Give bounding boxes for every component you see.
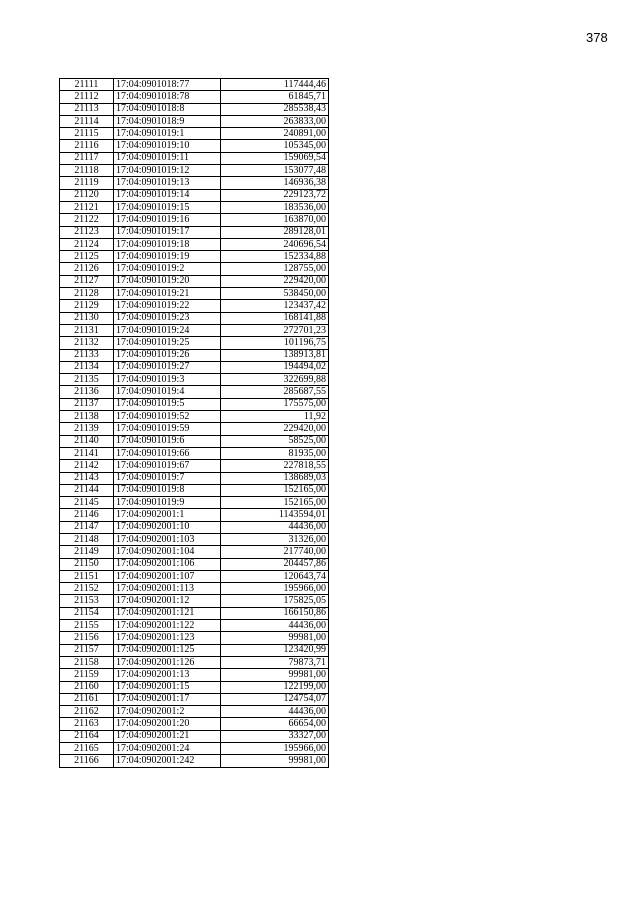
row-number-cell: 21119	[60, 177, 114, 189]
cadastral-number-cell: 17:04:0902001:21	[114, 730, 221, 742]
cadastral-value-cell: 175575,00	[221, 398, 329, 410]
row-number-cell: 21135	[60, 374, 114, 386]
table-row	[60, 509, 329, 521]
cadastral-value-cell: 105345,00	[221, 140, 329, 152]
cadastral-number-cell: 17:04:0901019:52	[114, 411, 221, 423]
table-row	[60, 79, 329, 91]
cadastral-number-cell: 17:04:0902001:13	[114, 669, 221, 681]
table-row	[60, 632, 329, 644]
cadastral-number-cell: 17:04:0902001:242	[114, 755, 221, 767]
row-number-cell: 21158	[60, 656, 114, 668]
row-number-cell: 21143	[60, 472, 114, 484]
cadastral-value-cell: 120643,74	[221, 570, 329, 582]
cadastral-value-cell: 123420,99	[221, 644, 329, 656]
cadastral-number-cell: 17:04:0902001:107	[114, 570, 221, 582]
cadastral-number-cell: 17:04:0902001:17	[114, 693, 221, 705]
table-row	[60, 103, 329, 115]
table-row	[60, 226, 329, 238]
table-row	[60, 398, 329, 410]
cadastral-number-cell: 17:04:0901019:26	[114, 349, 221, 361]
cadastral-number-cell: 17:04:0901019:18	[114, 238, 221, 250]
cadastral-number-cell: 17:04:0901019:19	[114, 251, 221, 263]
cadastral-number-cell: 17:04:0902001:2	[114, 706, 221, 718]
table-row	[60, 201, 329, 213]
table-row	[60, 152, 329, 164]
row-number-cell: 21117	[60, 152, 114, 164]
cadastral-number-cell: 17:04:0901019:21	[114, 288, 221, 300]
row-number-cell: 21124	[60, 238, 114, 250]
table-row	[60, 288, 329, 300]
cadastral-number-cell: 17:04:0901019:27	[114, 361, 221, 373]
table-row	[60, 300, 329, 312]
table-row	[60, 140, 329, 152]
row-number-cell: 21164	[60, 730, 114, 742]
cadastral-value-cell: 124754,07	[221, 693, 329, 705]
table-row	[60, 484, 329, 496]
cadastral-value-cell: 44436,00	[221, 620, 329, 632]
cadastral-value-cell: 195966,00	[221, 743, 329, 755]
table-row	[60, 128, 329, 140]
cadastral-number-cell: 17:04:0902001:103	[114, 533, 221, 545]
row-number-cell: 21138	[60, 411, 114, 423]
row-number-cell: 21150	[60, 558, 114, 570]
cadastral-value-cell: 217740,00	[221, 546, 329, 558]
row-number-cell: 21133	[60, 349, 114, 361]
cadastral-value-cell: 99981,00	[221, 632, 329, 644]
row-number-cell: 21151	[60, 570, 114, 582]
cadastral-number-cell: 17:04:0901019:25	[114, 337, 221, 349]
cadastral-number-cell: 17:04:0901019:6	[114, 435, 221, 447]
table-row	[60, 177, 329, 189]
cadastral-value-cell: 263833,00	[221, 115, 329, 127]
table-row	[60, 263, 329, 275]
row-number-cell: 21136	[60, 386, 114, 398]
cadastral-value-cell: 11,92	[221, 411, 329, 423]
cadastral-value-cell: 44436,00	[221, 706, 329, 718]
row-number-cell: 21118	[60, 165, 114, 177]
row-number-cell: 21114	[60, 115, 114, 127]
table-row	[60, 324, 329, 336]
cadastral-number-cell: 17:04:0901019:23	[114, 312, 221, 324]
cadastral-value-cell: 163870,00	[221, 214, 329, 226]
cadastral-number-cell: 17:04:0901019:17	[114, 226, 221, 238]
cadastral-number-cell: 17:04:0902001:123	[114, 632, 221, 644]
cadastral-number-cell: 17:04:0901019:3	[114, 374, 221, 386]
cadastral-number-cell: 17:04:0901019:22	[114, 300, 221, 312]
table-row	[60, 693, 329, 705]
cadastral-value-cell: 31326,00	[221, 533, 329, 545]
cadastral-number-cell: 17:04:0902001:10	[114, 521, 221, 533]
cadastral-value-cell: 240891,00	[221, 128, 329, 140]
cadastral-value-cell: 146936,38	[221, 177, 329, 189]
cadastral-number-cell: 17:04:0901018:77	[114, 79, 221, 91]
table-row	[60, 374, 329, 386]
cadastral-number-cell: 17:04:0901018:8	[114, 103, 221, 115]
cadastral-number-cell: 17:04:0902001:1	[114, 509, 221, 521]
cadastral-number-cell: 17:04:0902001:126	[114, 656, 221, 668]
cadastral-number-cell: 17:04:0902001:125	[114, 644, 221, 656]
cadastral-value-cell: 153077,48	[221, 165, 329, 177]
cadastral-number-cell: 17:04:0902001:24	[114, 743, 221, 755]
table-row	[60, 447, 329, 459]
cadastral-value-cell: 1143594,01	[221, 509, 329, 521]
row-number-cell: 21154	[60, 607, 114, 619]
cadastral-number-cell: 17:04:0902001:104	[114, 546, 221, 558]
table-row	[60, 755, 329, 767]
cadastral-number-cell: 17:04:0901019:12	[114, 165, 221, 177]
cadastral-value-cell: 240696,54	[221, 238, 329, 250]
cadastral-value-cell: 66654,00	[221, 718, 329, 730]
table-row	[60, 656, 329, 668]
row-number-cell: 21157	[60, 644, 114, 656]
cadastral-value-cell: 101196,75	[221, 337, 329, 349]
table-row	[60, 570, 329, 582]
cadastral-value-cell: 227818,55	[221, 460, 329, 472]
cadastral-value-cell: 58525,00	[221, 435, 329, 447]
cadastral-number-cell: 17:04:0901019:8	[114, 484, 221, 496]
table-row	[60, 460, 329, 472]
row-number-cell: 21115	[60, 128, 114, 140]
row-number-cell: 21128	[60, 288, 114, 300]
row-number-cell: 21145	[60, 497, 114, 509]
row-number-cell: 21160	[60, 681, 114, 693]
cadastral-value-cell: 538450,00	[221, 288, 329, 300]
cadastral-value-cell: 99981,00	[221, 669, 329, 681]
table-row	[60, 607, 329, 619]
cadastral-number-cell: 17:04:0901019:20	[114, 275, 221, 287]
row-number-cell: 21116	[60, 140, 114, 152]
cadastral-value-cell: 152165,00	[221, 497, 329, 509]
cadastral-value-cell: 122199,00	[221, 681, 329, 693]
cadastral-value-cell: 117444,46	[221, 79, 329, 91]
cadastral-value-cell: 175825,05	[221, 595, 329, 607]
cadastral-value-cell: 138689,03	[221, 472, 329, 484]
cadastral-number-cell: 17:04:0901019:10	[114, 140, 221, 152]
cadastral-number-cell: 17:04:0901019:16	[114, 214, 221, 226]
cadastral-number-cell: 17:04:0901019:59	[114, 423, 221, 435]
table-row	[60, 251, 329, 263]
table-row	[60, 743, 329, 755]
row-number-cell: 21153	[60, 595, 114, 607]
row-number-cell: 21120	[60, 189, 114, 201]
row-number-cell: 21111	[60, 79, 114, 91]
cadastral-number-cell: 17:04:0902001:15	[114, 681, 221, 693]
cadastral-value-cell: 44436,00	[221, 521, 329, 533]
row-number-cell: 21123	[60, 226, 114, 238]
row-number-cell: 21112	[60, 91, 114, 103]
cadastral-number-cell: 17:04:0902001:113	[114, 583, 221, 595]
cadastral-value-cell: 195966,00	[221, 583, 329, 595]
table-body	[60, 79, 329, 768]
cadastral-number-cell: 17:04:0901019:2	[114, 263, 221, 275]
table-row	[60, 361, 329, 373]
cadastral-value-cell: 289128,01	[221, 226, 329, 238]
table-row	[60, 706, 329, 718]
table-row	[60, 312, 329, 324]
table-row	[60, 238, 329, 250]
cadastral-value-cell: 152165,00	[221, 484, 329, 496]
table-row	[60, 718, 329, 730]
table-row	[60, 521, 329, 533]
table-row	[60, 411, 329, 423]
cadastral-number-cell: 17:04:0901019:7	[114, 472, 221, 484]
cadastral-value-cell: 229123,72	[221, 189, 329, 201]
cadastral-number-cell: 17:04:0901019:11	[114, 152, 221, 164]
row-number-cell: 21152	[60, 583, 114, 595]
table-row	[60, 337, 329, 349]
cadastral-number-cell: 17:04:0901019:24	[114, 324, 221, 336]
row-number-cell: 21132	[60, 337, 114, 349]
cadastral-number-cell: 17:04:0901019:14	[114, 189, 221, 201]
table-row	[60, 546, 329, 558]
row-number-cell: 21125	[60, 251, 114, 263]
row-number-cell: 21139	[60, 423, 114, 435]
table-row	[60, 165, 329, 177]
row-number-cell: 21163	[60, 718, 114, 730]
cadastral-value-cell: 61845,71	[221, 91, 329, 103]
cadastral-value-cell: 229420,00	[221, 423, 329, 435]
cadastral-number-cell: 17:04:0901019:9	[114, 497, 221, 509]
cadastral-number-cell: 17:04:0902001:106	[114, 558, 221, 570]
table-row	[60, 386, 329, 398]
cadastral-number-cell: 17:04:0901019:67	[114, 460, 221, 472]
row-number-cell: 21161	[60, 693, 114, 705]
row-number-cell: 21113	[60, 103, 114, 115]
table-row	[60, 349, 329, 361]
row-number-cell: 21166	[60, 755, 114, 767]
table-row	[60, 275, 329, 287]
cadastral-value-cell: 183536,00	[221, 201, 329, 213]
cadastral-value-cell: 81935,00	[221, 447, 329, 459]
cadastral-value-cell: 138913,81	[221, 349, 329, 361]
cadastral-number-cell: 17:04:0901019:66	[114, 447, 221, 459]
table-row	[60, 423, 329, 435]
row-number-cell: 21144	[60, 484, 114, 496]
table-row	[60, 620, 329, 632]
cadastral-number-cell: 17:04:0901018:9	[114, 115, 221, 127]
row-number-cell: 21130	[60, 312, 114, 324]
cadastral-number-cell: 17:04:0901019:1	[114, 128, 221, 140]
cadastral-value-cell: 152334,88	[221, 251, 329, 263]
cadastral-value-cell: 285538,43	[221, 103, 329, 115]
row-number-cell: 21122	[60, 214, 114, 226]
row-number-cell: 21121	[60, 201, 114, 213]
row-number-cell: 21131	[60, 324, 114, 336]
page-number: 378	[586, 30, 608, 45]
row-number-cell: 21140	[60, 435, 114, 447]
table-row	[60, 91, 329, 103]
row-number-cell: 21165	[60, 743, 114, 755]
row-number-cell: 21127	[60, 275, 114, 287]
table-row	[60, 730, 329, 742]
cadastral-number-cell: 17:04:0902001:122	[114, 620, 221, 632]
row-number-cell: 21137	[60, 398, 114, 410]
row-number-cell: 21149	[60, 546, 114, 558]
cadastral-value-cell: 229420,00	[221, 275, 329, 287]
table-row	[60, 435, 329, 447]
cadastral-value-cell: 33327,00	[221, 730, 329, 742]
cadastral-value-cell: 168141,88	[221, 312, 329, 324]
row-number-cell: 21129	[60, 300, 114, 312]
row-number-cell: 21162	[60, 706, 114, 718]
cadastral-number-cell: 17:04:0901019:15	[114, 201, 221, 213]
row-number-cell: 21146	[60, 509, 114, 521]
table-row	[60, 583, 329, 595]
cadastral-number-cell: 17:04:0901019:5	[114, 398, 221, 410]
cadastral-value-table	[59, 78, 329, 768]
cadastral-number-cell: 17:04:0902001:12	[114, 595, 221, 607]
cadastral-value-cell: 166150,86	[221, 607, 329, 619]
cadastral-value-cell: 322699,88	[221, 374, 329, 386]
cadastral-value-cell: 123437,42	[221, 300, 329, 312]
table-row	[60, 115, 329, 127]
table-row	[60, 595, 329, 607]
row-number-cell: 21159	[60, 669, 114, 681]
table-row	[60, 497, 329, 509]
cadastral-number-cell: 17:04:0901019:13	[114, 177, 221, 189]
cadastral-value-cell: 204457,86	[221, 558, 329, 570]
table-row	[60, 669, 329, 681]
cadastral-number-cell: 17:04:0902001:20	[114, 718, 221, 730]
cadastral-value-cell: 128755,00	[221, 263, 329, 275]
row-number-cell: 21142	[60, 460, 114, 472]
table-row	[60, 681, 329, 693]
table-row	[60, 472, 329, 484]
row-number-cell: 21156	[60, 632, 114, 644]
cadastral-value-cell: 79873,71	[221, 656, 329, 668]
cadastral-value-cell: 159069,54	[221, 152, 329, 164]
row-number-cell: 21126	[60, 263, 114, 275]
row-number-cell: 21155	[60, 620, 114, 632]
cadastral-value-cell: 285687,55	[221, 386, 329, 398]
table-row	[60, 533, 329, 545]
cadastral-number-cell: 17:04:0901019:4	[114, 386, 221, 398]
table-row	[60, 558, 329, 570]
cadastral-value-cell: 272701,23	[221, 324, 329, 336]
table-row	[60, 189, 329, 201]
cadastral-value-cell: 194494,02	[221, 361, 329, 373]
cadastral-number-cell: 17:04:0901018:78	[114, 91, 221, 103]
row-number-cell: 21134	[60, 361, 114, 373]
row-number-cell: 21141	[60, 447, 114, 459]
table-row	[60, 214, 329, 226]
row-number-cell: 21147	[60, 521, 114, 533]
cadastral-number-cell: 17:04:0902001:121	[114, 607, 221, 619]
cadastral-value-cell: 99981,00	[221, 755, 329, 767]
table-row	[60, 644, 329, 656]
row-number-cell: 21148	[60, 533, 114, 545]
